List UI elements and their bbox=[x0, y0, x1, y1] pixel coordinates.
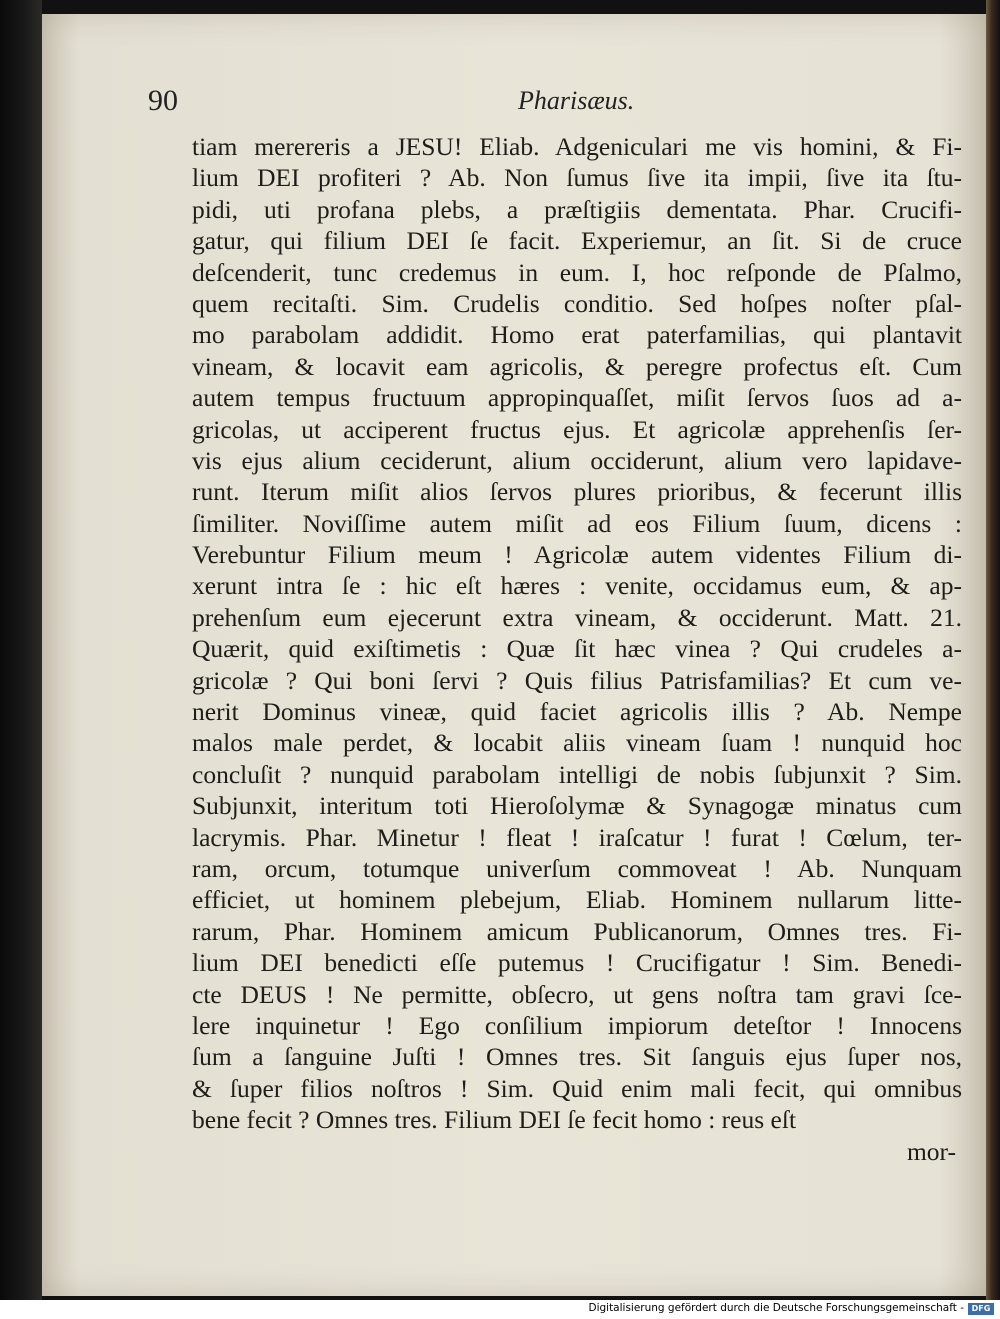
page-fore-edge bbox=[986, 0, 1000, 1300]
funding-credit: Digitalisierung gefördert durch die Deutsche Forschungsgemeinschaft - bbox=[588, 1302, 964, 1314]
text-line: malos male perdet, & locabit aliis vineam ſuam ! nunquid hoc bbox=[192, 728, 962, 758]
text-line: Quærit, quid exiſtimetis : Quæ ſit hæc vinea ? Qui crudeles a- bbox=[192, 634, 962, 664]
text-line: gatur, qui filium DEI ſe facit. Experiemur, an ſit. Si de cruce bbox=[192, 226, 962, 256]
text-line: gricolæ ? Qui boni ſervi ? Quis filius Patrisfamilias? Et cum ve- bbox=[192, 665, 962, 695]
text-line: Verebuntur Filium meum ! Agricolæ autem videntes Filium di- bbox=[192, 540, 962, 570]
text-line: efficiet, ut hominem plebejum, Eliab. Hominem nullarum litte- bbox=[192, 885, 962, 915]
text-line: ſum a ſanguine Juſti ! Omnes tres. Sit ſanguis ejus ſuper nos, bbox=[192, 1042, 962, 1072]
text-line: rarum, Phar. Hominem amicum Publicanorum, Omnes tres. Fi- bbox=[192, 916, 962, 946]
page-header bbox=[148, 84, 948, 120]
text-line: vis ejus alium ceciderunt, alium occiderunt, alium vero lapidave- bbox=[192, 445, 962, 475]
book-binding-edge bbox=[0, 0, 42, 1300]
text-line: cte DEUS ! Ne permitte, obſecro, ut gens noſtra tam gravi ſce- bbox=[192, 979, 962, 1009]
page-number: 90 bbox=[148, 84, 178, 117]
text-line: Subjunxit, interitum toti Hieroſolymæ & Synagogæ minatus cum bbox=[192, 791, 962, 821]
text-line: gricolas, ut acciperent fructus ejus. Et agricolæ apprehenſis ſer- bbox=[192, 414, 962, 444]
text-line: prehenſum eum ejecerunt extra vineam, & occiderunt. Matt. 21. bbox=[192, 602, 962, 632]
running-head: Pharisæus. bbox=[518, 86, 635, 115]
text-line: & ſuper filios noſtros ! Sim. Quid enim mali fecit, qui omnibus bbox=[192, 1073, 962, 1103]
text-line: pidi, uti profana plebs, a præſtigiis dementata. Phar. Crucifi- bbox=[192, 194, 962, 224]
text-line: runt. Iterum miſit alios ſervos plures prioribus, & fecerunt illis bbox=[192, 477, 962, 507]
text-line: nerit Dominus vineæ, quid faciet agricolis illis ? Ab. Nempe bbox=[192, 697, 962, 727]
catchword: mor- bbox=[906, 1136, 956, 1166]
text-line: lium DEI benedicti eſſe putemus ! Crucifigatur ! Sim. Benedi- bbox=[192, 948, 962, 978]
text-line: bene fecit ? Omnes tres. Filium DEI ſe fecit homo : reus eſt bbox=[192, 1105, 797, 1135]
text-line: lacrymis. Phar. Minetur ! fleat ! iraſcatur ! furat ! Cœlum, ter- bbox=[192, 822, 962, 852]
text-line: lium DEI profiteri ? Ab. Non ſumus ſive ita impii, ſive ita ſtu- bbox=[192, 163, 962, 193]
text-line: xerunt intra ſe : hic eſt hæres : venite, occidamus eum, & ap- bbox=[192, 571, 962, 601]
text-line: tiam merereris a JESU! Eliab. Adgeniculari me vis homini, & Fi- bbox=[192, 132, 962, 161]
text-line: autem tempus fructuum appropinquaſſet, miſit ſervos ſuos ad a- bbox=[192, 383, 962, 413]
text-line: ram, orcum, totumque univerſum commoveat ! Ab. Nunquam bbox=[192, 853, 962, 883]
text-line: lere inquinetur ! Ego conſilium impiorum deteſtor ! Innocens bbox=[192, 1010, 962, 1040]
body-text bbox=[192, 131, 962, 1167]
text-line: vineam, & locavit eam agricolis, & peregre profectus eſt. Cum bbox=[192, 351, 962, 381]
text-line: concluſit ? nunquid parabolam intelligi de nobis ſubjunxit ? Sim. bbox=[192, 759, 962, 789]
dfg-logo: DFG bbox=[968, 1303, 994, 1315]
text-line: ſimiliter. Noviſſime autem miſit ad eos Filium ſuum, dicens : bbox=[192, 508, 962, 538]
text-line: quem recitaſti. Sim. Crudelis conditio. Sed hoſpes noſter pſal- bbox=[192, 288, 962, 318]
digitization-footer bbox=[0, 1300, 1000, 1319]
text-line: mo parabolam addidit. Homo erat paterfamilias, qui plantavit bbox=[192, 320, 962, 350]
text-line: deſcenderit, tunc credemus in eum. I, hoc reſponde de Pſalmo, bbox=[192, 257, 962, 287]
